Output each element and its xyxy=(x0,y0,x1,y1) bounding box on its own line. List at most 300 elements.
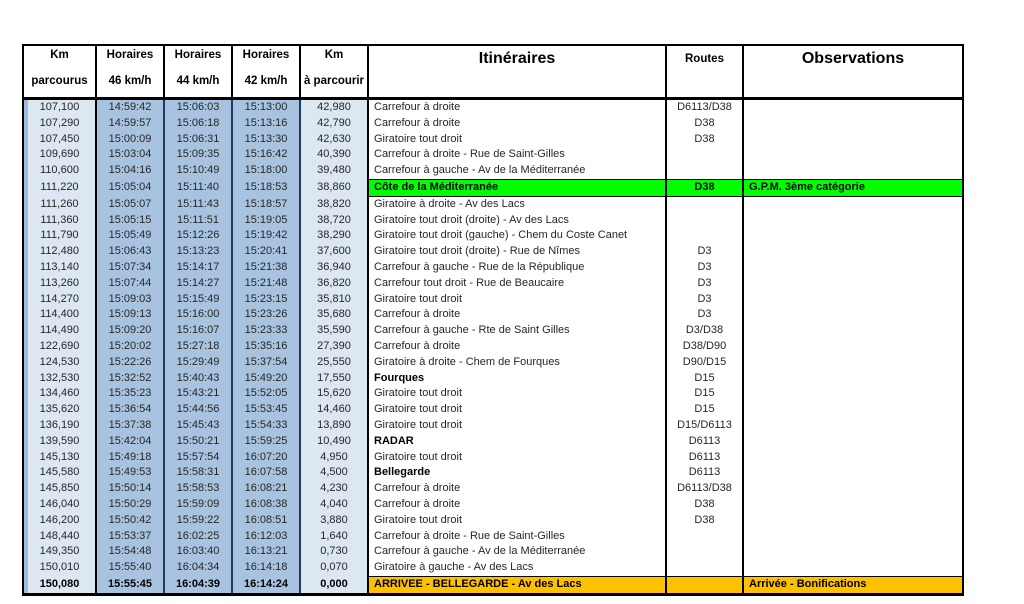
cell-horaire-44: 15:13:23 xyxy=(164,244,232,260)
cell-horaire-44: 16:04:39 xyxy=(164,576,232,594)
cell-km-parcourus: 114,400 xyxy=(23,307,96,323)
header-km-line1: Km xyxy=(50,49,69,61)
cell-horaire-46: 15:50:14 xyxy=(96,481,164,497)
cell-km-a-parcourir: 38,820 xyxy=(300,196,368,212)
cell-route xyxy=(666,576,743,594)
cell-km-parcourus: 109,690 xyxy=(23,147,96,163)
cell-horaire-44: 15:50:21 xyxy=(164,434,232,450)
cell-itineraire: Giratoire tout droit xyxy=(368,450,666,466)
cell-observation xyxy=(743,386,963,402)
cell-route: D3 xyxy=(666,276,743,292)
cell-km-a-parcourir: 0,070 xyxy=(300,560,368,576)
cell-km-parcourus: 132,530 xyxy=(23,371,96,387)
cell-itineraire: Carrefour à droite xyxy=(368,116,666,132)
table-row xyxy=(23,450,963,466)
cell-route: D15 xyxy=(666,402,743,418)
cell-horaire-44: 16:02:25 xyxy=(164,529,232,545)
cell-itineraire: Giratoire tout droit xyxy=(368,513,666,529)
cell-horaire-46: 15:05:15 xyxy=(96,213,164,229)
cell-route: D38 xyxy=(666,116,743,132)
table-row xyxy=(23,434,963,450)
cell-horaire-44: 15:06:18 xyxy=(164,116,232,132)
cell-horaire-44: 16:03:40 xyxy=(164,544,232,560)
cell-horaire-42: 15:37:54 xyxy=(232,355,300,371)
cell-itineraire: Carrefour à gauche - Av de la Méditerranée xyxy=(368,544,666,560)
cell-km-a-parcourir: 17,550 xyxy=(300,371,368,387)
cell-km-parcourus: 135,620 xyxy=(23,402,96,418)
cell-route: D3 xyxy=(666,260,743,276)
cell-km-a-parcourir: 38,290 xyxy=(300,228,368,244)
header-routes: Routes xyxy=(666,45,743,99)
cell-horaire-42: 15:19:42 xyxy=(232,228,300,244)
cell-observation: G.P.M. 3ème catégorie xyxy=(743,179,963,196)
cell-route: D38 xyxy=(666,497,743,513)
cell-itineraire: Giratoire tout droit xyxy=(368,292,666,308)
table-body xyxy=(23,99,963,595)
cell-itineraire: ARRIVEE - BELLEGARDE - Av des Lacs xyxy=(368,576,666,594)
table-row xyxy=(23,292,963,308)
cell-horaire-44: 15:09:35 xyxy=(164,147,232,163)
table-row xyxy=(23,418,963,434)
cell-km-a-parcourir: 42,790 xyxy=(300,116,368,132)
table-row xyxy=(23,196,963,212)
cell-km-a-parcourir: 4,040 xyxy=(300,497,368,513)
cell-horaire-44: 15:14:17 xyxy=(164,260,232,276)
cell-horaire-42: 15:19:05 xyxy=(232,213,300,229)
cell-horaire-46: 15:54:48 xyxy=(96,544,164,560)
cell-km-a-parcourir: 13,890 xyxy=(300,418,368,434)
table-row xyxy=(23,544,963,560)
cell-horaire-46: 15:05:49 xyxy=(96,228,164,244)
header-kmr-line1: Km xyxy=(324,49,344,61)
cell-observation xyxy=(743,99,963,116)
cell-km-parcourus: 146,200 xyxy=(23,513,96,529)
cell-itineraire: Giratoire à droite - Av des Lacs xyxy=(368,196,666,212)
cell-horaire-42: 15:49:20 xyxy=(232,371,300,387)
cell-observation xyxy=(743,355,963,371)
cell-observation xyxy=(743,513,963,529)
cell-horaire-42: 15:54:33 xyxy=(232,418,300,434)
cell-itineraire: Carrefour à gauche - Av de la Méditerranée xyxy=(368,163,666,179)
cell-route: D3 xyxy=(666,307,743,323)
cell-horaire-42: 15:13:30 xyxy=(232,132,300,148)
cell-horaire-44: 15:06:03 xyxy=(164,99,232,116)
cell-observation xyxy=(743,371,963,387)
table-row xyxy=(23,260,963,276)
cell-km-a-parcourir: 40,390 xyxy=(300,147,368,163)
cell-horaire-44: 15:44:56 xyxy=(164,402,232,418)
cell-itineraire: Giratoire tout droit xyxy=(368,132,666,148)
cell-horaire-44: 15:11:43 xyxy=(164,196,232,212)
header-kmr-line2: à parcourir xyxy=(303,75,365,87)
cell-horaire-46: 15:09:20 xyxy=(96,323,164,339)
cell-route: D90/D15 xyxy=(666,355,743,371)
cell-horaire-42: 16:07:20 xyxy=(232,450,300,466)
cell-horaire-46: 15:06:43 xyxy=(96,244,164,260)
table-row xyxy=(23,465,963,481)
table-row xyxy=(23,179,963,196)
header-km-line2: parcourus xyxy=(31,75,88,87)
header-horaires-44 xyxy=(164,45,232,99)
header-h42-line1: Horaires xyxy=(242,49,290,61)
cell-km-parcourus: 111,790 xyxy=(23,228,96,244)
cell-observation xyxy=(743,323,963,339)
cell-horaire-42: 15:23:15 xyxy=(232,292,300,308)
header-h42-line2: 42 km/h xyxy=(244,75,288,87)
cell-route xyxy=(666,213,743,229)
cell-route: D38/D90 xyxy=(666,339,743,355)
cell-horaire-46: 15:09:03 xyxy=(96,292,164,308)
header-h46-line1: Horaires xyxy=(106,49,154,61)
header-row xyxy=(23,45,963,99)
cell-horaire-42: 15:18:53 xyxy=(232,179,300,196)
table-row xyxy=(23,371,963,387)
cell-route: D15 xyxy=(666,371,743,387)
cell-observation xyxy=(743,132,963,148)
cell-observation xyxy=(743,434,963,450)
cell-itineraire: Giratoire tout droit (droite) - Rue de Nîmes xyxy=(368,244,666,260)
cell-horaire-44: 15:29:49 xyxy=(164,355,232,371)
cell-km-a-parcourir: 39,480 xyxy=(300,163,368,179)
cell-km-parcourus: 113,140 xyxy=(23,260,96,276)
cell-km-a-parcourir: 42,980 xyxy=(300,99,368,116)
cell-route: D6113/D38 xyxy=(666,99,743,116)
cell-horaire-42: 16:14:18 xyxy=(232,560,300,576)
cell-itineraire: Carrefour à droite xyxy=(368,99,666,116)
cell-itineraire: RADAR xyxy=(368,434,666,450)
cell-route: D15/D6113 xyxy=(666,418,743,434)
cell-horaire-44: 15:14:27 xyxy=(164,276,232,292)
cell-horaire-46: 15:07:34 xyxy=(96,260,164,276)
cell-horaire-42: 16:08:51 xyxy=(232,513,300,529)
header-km-a-parcourir xyxy=(300,45,368,99)
header-h46-line2: 46 km/h xyxy=(108,75,152,87)
cell-horaire-42: 15:18:00 xyxy=(232,163,300,179)
cell-horaire-46: 15:50:29 xyxy=(96,497,164,513)
cell-observation xyxy=(743,116,963,132)
cell-itineraire: Carrefour à droite - Rue de Saint-Gilles xyxy=(368,147,666,163)
cell-horaire-46: 15:09:13 xyxy=(96,307,164,323)
cell-km-a-parcourir: 3,880 xyxy=(300,513,368,529)
cell-horaire-44: 15:40:43 xyxy=(164,371,232,387)
cell-km-a-parcourir: 35,680 xyxy=(300,307,368,323)
cell-observation xyxy=(743,529,963,545)
cell-horaire-42: 15:13:00 xyxy=(232,99,300,116)
cell-route xyxy=(666,163,743,179)
cell-horaire-42: 15:13:16 xyxy=(232,116,300,132)
cell-horaire-46: 15:53:37 xyxy=(96,529,164,545)
route-timing-sheet xyxy=(22,44,964,596)
cell-km-parcourus: 111,360 xyxy=(23,213,96,229)
cell-horaire-46: 15:49:18 xyxy=(96,450,164,466)
cell-itineraire: Bellegarde xyxy=(368,465,666,481)
cell-km-a-parcourir: 25,550 xyxy=(300,355,368,371)
cell-route xyxy=(666,529,743,545)
table-row xyxy=(23,402,963,418)
cell-horaire-44: 15:45:43 xyxy=(164,418,232,434)
cell-observation xyxy=(743,196,963,212)
cell-km-a-parcourir: 35,810 xyxy=(300,292,368,308)
cell-horaire-46: 15:49:53 xyxy=(96,465,164,481)
cell-observation xyxy=(743,544,963,560)
cell-route: D38 xyxy=(666,132,743,148)
cell-horaire-46: 15:00:09 xyxy=(96,132,164,148)
cell-route xyxy=(666,544,743,560)
cell-horaire-44: 15:58:31 xyxy=(164,465,232,481)
table-row xyxy=(23,513,963,529)
cell-itineraire: Carrefour à droite xyxy=(368,307,666,323)
table-row xyxy=(23,323,963,339)
cell-km-a-parcourir: 38,720 xyxy=(300,213,368,229)
cell-itineraire: Côte de la Méditerranée xyxy=(368,179,666,196)
table-row xyxy=(23,276,963,292)
cell-itineraire: Carrefour à droite - Rue de Saint-Gilles xyxy=(368,529,666,545)
cell-route: D6113 xyxy=(666,434,743,450)
cell-route xyxy=(666,196,743,212)
cell-route: D3/D38 xyxy=(666,323,743,339)
cell-km-parcourus: 150,010 xyxy=(23,560,96,576)
cell-km-parcourus: 134,460 xyxy=(23,386,96,402)
header-horaires-46 xyxy=(96,45,164,99)
cell-observation xyxy=(743,147,963,163)
cell-km-a-parcourir: 42,630 xyxy=(300,132,368,148)
table-row xyxy=(23,228,963,244)
cell-horaire-44: 15:16:00 xyxy=(164,307,232,323)
cell-itineraire: Giratoire tout droit xyxy=(368,402,666,418)
cell-horaire-46: 15:03:04 xyxy=(96,147,164,163)
cell-itineraire: Fourques xyxy=(368,371,666,387)
table-row xyxy=(23,339,963,355)
cell-horaire-44: 15:12:26 xyxy=(164,228,232,244)
cell-itineraire: Carrefour à droite xyxy=(368,339,666,355)
cell-km-a-parcourir: 36,940 xyxy=(300,260,368,276)
cell-horaire-46: 15:05:07 xyxy=(96,196,164,212)
cell-km-parcourus: 150,080 xyxy=(23,576,96,594)
cell-horaire-46: 14:59:42 xyxy=(96,99,164,116)
cell-horaire-42: 15:59:25 xyxy=(232,434,300,450)
cell-km-a-parcourir: 4,230 xyxy=(300,481,368,497)
cell-km-parcourus: 148,440 xyxy=(23,529,96,545)
cell-itineraire: Carrefour tout droit - Rue de Beaucaire xyxy=(368,276,666,292)
cell-route: D6113/D38 xyxy=(666,481,743,497)
table-row xyxy=(23,99,963,116)
cell-itineraire: Giratoire tout droit xyxy=(368,418,666,434)
cell-horaire-44: 15:10:49 xyxy=(164,163,232,179)
cell-horaire-46: 15:35:23 xyxy=(96,386,164,402)
table-row xyxy=(23,244,963,260)
cell-horaire-44: 16:04:34 xyxy=(164,560,232,576)
cell-observation xyxy=(743,276,963,292)
cell-km-parcourus: 107,100 xyxy=(23,99,96,116)
cell-observation xyxy=(743,228,963,244)
cell-horaire-44: 15:11:51 xyxy=(164,213,232,229)
header-horaires-42 xyxy=(232,45,300,99)
cell-km-a-parcourir: 35,590 xyxy=(300,323,368,339)
cell-observation xyxy=(743,260,963,276)
header-h44-line1: Horaires xyxy=(174,49,222,61)
cell-itineraire: Carrefour à gauche - Rue de la République xyxy=(368,260,666,276)
cell-route: D6113 xyxy=(666,450,743,466)
cell-observation xyxy=(743,450,963,466)
cell-km-a-parcourir: 0,000 xyxy=(300,576,368,594)
cell-horaire-42: 15:18:57 xyxy=(232,196,300,212)
cell-horaire-42: 15:53:45 xyxy=(232,402,300,418)
cell-horaire-42: 15:21:38 xyxy=(232,260,300,276)
cell-horaire-42: 15:52:05 xyxy=(232,386,300,402)
cell-km-a-parcourir: 37,600 xyxy=(300,244,368,260)
cell-route: D3 xyxy=(666,244,743,260)
header-km-parcourus xyxy=(23,45,96,99)
cell-horaire-42: 15:16:42 xyxy=(232,147,300,163)
cell-route xyxy=(666,228,743,244)
cell-horaire-46: 15:50:42 xyxy=(96,513,164,529)
cell-km-parcourus: 124,530 xyxy=(23,355,96,371)
cell-horaire-44: 15:57:54 xyxy=(164,450,232,466)
cell-horaire-42: 15:23:26 xyxy=(232,307,300,323)
cell-route: D38 xyxy=(666,513,743,529)
cell-horaire-42: 16:08:38 xyxy=(232,497,300,513)
cell-km-parcourus: 122,690 xyxy=(23,339,96,355)
table-row xyxy=(23,132,963,148)
header-h44-line2: 44 km/h xyxy=(176,75,220,87)
cell-itineraire: Giratoire tout droit xyxy=(368,386,666,402)
cell-observation xyxy=(743,560,963,576)
route-timing-table xyxy=(22,44,964,596)
cell-km-parcourus: 112,480 xyxy=(23,244,96,260)
table-row xyxy=(23,213,963,229)
cell-km-parcourus: 114,490 xyxy=(23,323,96,339)
cell-horaire-44: 15:59:09 xyxy=(164,497,232,513)
cell-km-parcourus: 111,260 xyxy=(23,196,96,212)
cell-km-parcourus: 145,580 xyxy=(23,465,96,481)
cell-horaire-46: 15:05:04 xyxy=(96,179,164,196)
cell-km-parcourus: 146,040 xyxy=(23,497,96,513)
cell-km-parcourus: 110,600 xyxy=(23,163,96,179)
cell-observation xyxy=(743,244,963,260)
cell-horaire-44: 15:16:07 xyxy=(164,323,232,339)
cell-observation xyxy=(743,497,963,513)
cell-km-a-parcourir: 38,860 xyxy=(300,179,368,196)
cell-observation xyxy=(743,213,963,229)
table-row xyxy=(23,576,963,594)
table-row xyxy=(23,497,963,513)
header-observations: Observations xyxy=(743,45,963,99)
cell-km-a-parcourir: 1,640 xyxy=(300,529,368,545)
cell-km-a-parcourir: 15,620 xyxy=(300,386,368,402)
cell-itineraire: Giratoire à droite - Chem de Fourques xyxy=(368,355,666,371)
cell-horaire-42: 16:14:24 xyxy=(232,576,300,594)
cell-km-parcourus: 113,260 xyxy=(23,276,96,292)
cell-km-parcourus: 107,450 xyxy=(23,132,96,148)
table-row xyxy=(23,355,963,371)
cell-km-a-parcourir: 27,390 xyxy=(300,339,368,355)
header-itineraires: Itinéraires xyxy=(368,45,666,99)
cell-observation xyxy=(743,481,963,497)
cell-observation xyxy=(743,339,963,355)
cell-horaire-44: 15:15:49 xyxy=(164,292,232,308)
table-row xyxy=(23,163,963,179)
cell-km-a-parcourir: 10,490 xyxy=(300,434,368,450)
cell-km-parcourus: 114,270 xyxy=(23,292,96,308)
cell-km-parcourus: 107,290 xyxy=(23,116,96,132)
cell-horaire-46: 14:59:57 xyxy=(96,116,164,132)
cell-km-parcourus: 136,190 xyxy=(23,418,96,434)
table-row xyxy=(23,116,963,132)
cell-route: D3 xyxy=(666,292,743,308)
cell-horaire-42: 15:21:48 xyxy=(232,276,300,292)
cell-horaire-44: 15:11:40 xyxy=(164,179,232,196)
table-row xyxy=(23,307,963,323)
table-row xyxy=(23,481,963,497)
cell-km-a-parcourir: 4,500 xyxy=(300,465,368,481)
cell-horaire-42: 16:07:58 xyxy=(232,465,300,481)
cell-horaire-44: 15:59:22 xyxy=(164,513,232,529)
cell-horaire-44: 15:43:21 xyxy=(164,386,232,402)
cell-km-parcourus: 111,220 xyxy=(23,179,96,196)
table-row xyxy=(23,386,963,402)
cell-horaire-42: 16:12:03 xyxy=(232,529,300,545)
cell-horaire-46: 15:36:54 xyxy=(96,402,164,418)
table-row xyxy=(23,529,963,545)
cell-observation xyxy=(743,292,963,308)
cell-km-parcourus: 139,590 xyxy=(23,434,96,450)
cell-route xyxy=(666,147,743,163)
cell-horaire-42: 15:35:16 xyxy=(232,339,300,355)
cell-km-parcourus: 145,850 xyxy=(23,481,96,497)
cell-observation: Arrivée - Bonifications xyxy=(743,576,963,594)
cell-horaire-44: 15:58:53 xyxy=(164,481,232,497)
cell-route: D15 xyxy=(666,386,743,402)
cell-itineraire: Giratoire à gauche - Av des Lacs xyxy=(368,560,666,576)
table-row xyxy=(23,147,963,163)
cell-horaire-46: 15:32:52 xyxy=(96,371,164,387)
cell-observation xyxy=(743,418,963,434)
cell-itineraire: Giratoire tout droit (gauche) - Chem du Coste Canet xyxy=(368,228,666,244)
cell-km-a-parcourir: 0,730 xyxy=(300,544,368,560)
cell-itineraire: Carrefour à droite xyxy=(368,481,666,497)
table-row xyxy=(23,560,963,576)
cell-km-a-parcourir: 14,460 xyxy=(300,402,368,418)
cell-km-parcourus: 149,350 xyxy=(23,544,96,560)
cell-horaire-42: 15:20:41 xyxy=(232,244,300,260)
cell-horaire-42: 16:08:21 xyxy=(232,481,300,497)
cell-observation xyxy=(743,163,963,179)
cell-route xyxy=(666,560,743,576)
cell-km-a-parcourir: 4,950 xyxy=(300,450,368,466)
cell-horaire-46: 15:07:44 xyxy=(96,276,164,292)
cell-observation xyxy=(743,402,963,418)
cell-km-parcourus: 145,130 xyxy=(23,450,96,466)
cell-itineraire: Giratoire tout droit (droite) - Av des Lacs xyxy=(368,213,666,229)
cell-horaire-44: 15:27:18 xyxy=(164,339,232,355)
cell-horaire-46: 15:55:45 xyxy=(96,576,164,594)
cell-horaire-46: 15:55:40 xyxy=(96,560,164,576)
cell-km-a-parcourir: 36,820 xyxy=(300,276,368,292)
cell-itineraire: Carrefour à droite xyxy=(368,497,666,513)
cell-horaire-42: 16:13:21 xyxy=(232,544,300,560)
cell-observation xyxy=(743,465,963,481)
cell-horaire-46: 15:20:02 xyxy=(96,339,164,355)
cell-horaire-42: 15:23:33 xyxy=(232,323,300,339)
cell-horaire-46: 15:22:26 xyxy=(96,355,164,371)
cell-route: D38 xyxy=(666,179,743,196)
cell-observation xyxy=(743,307,963,323)
cell-horaire-46: 15:37:38 xyxy=(96,418,164,434)
cell-itineraire: Carrefour à gauche - Rte de Saint Gilles xyxy=(368,323,666,339)
cell-horaire-46: 15:42:04 xyxy=(96,434,164,450)
cell-horaire-46: 15:04:16 xyxy=(96,163,164,179)
cell-route: D6113 xyxy=(666,465,743,481)
